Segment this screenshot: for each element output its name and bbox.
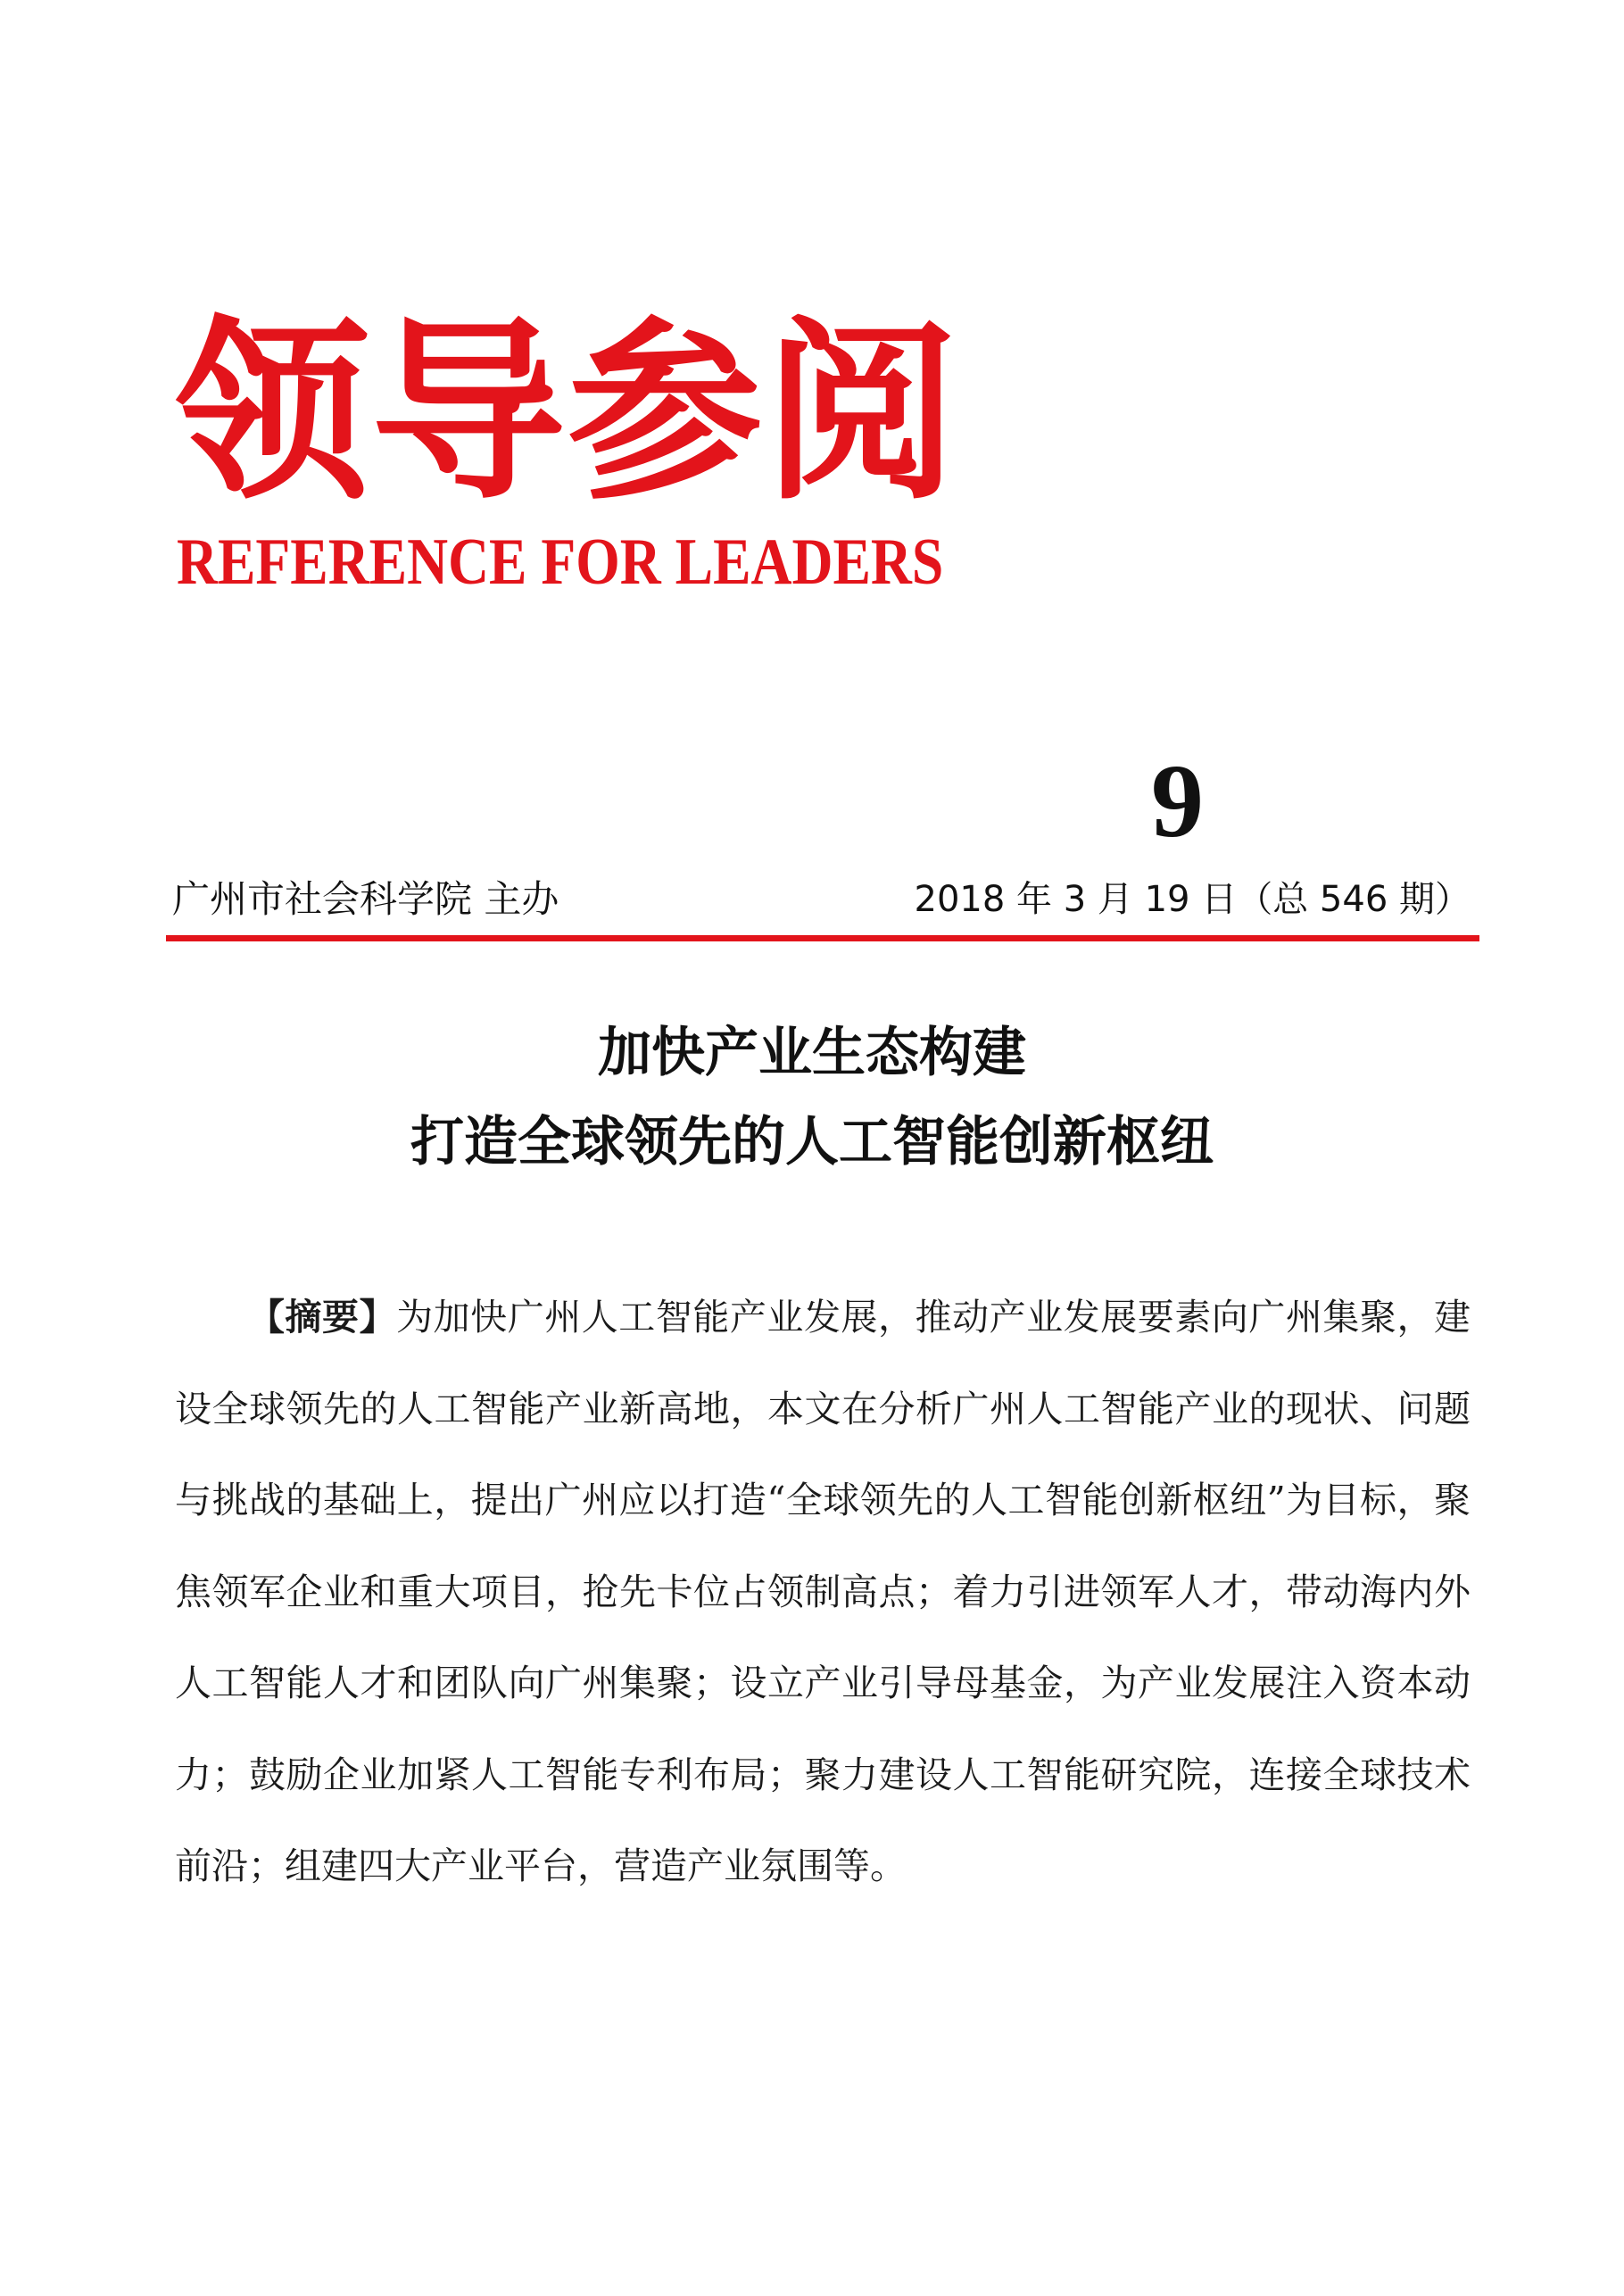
article-title-line-1: 加快产业生态构建 — [598, 1022, 1026, 1084]
publication-date: 2018 年 3 月 19 日（总 546 期） — [914, 879, 1471, 920]
abstract-paragraph — [175, 1272, 1471, 1912]
article-title — [0, 1008, 1624, 1187]
sponsor-line: 广州市社会科学院 主办 — [172, 877, 559, 921]
issue-number: 9 — [1151, 742, 1204, 859]
masthead-title: 领导参阅 — [175, 298, 960, 526]
abstract-text: 为加快广州人工智能产业发展，推动产业发展要素向广州集聚，建设全球领先的人工智能产业新高地，本文在分析广州人工智能产业的现状、问题与挑战的基础上，提出广州应以打造“全球领先的人工智能创新枢纽”为目标，聚焦领军企业和重大项目，抢先卡位占领制高点；着力引进领军人才，带动海内外人工智能人才和团队向广州集聚；设立产业引导母基金，为产业发展注入资本动力；鼓励企业加紧人工智能专利布局；聚力建设人工智能研究院，连接全球技术前沿；组建四大产业平台，营造产业氛围等。 — [175, 1296, 1471, 1887]
article-title-line-2: 打造全球领先的人工智能创新枢纽 — [410, 1111, 1214, 1173]
masthead-subtitle: REFERENCE FOR LEADERS — [177, 526, 944, 599]
abstract-label: 【摘要】 — [248, 1296, 397, 1339]
header-divider — [166, 935, 1479, 941]
